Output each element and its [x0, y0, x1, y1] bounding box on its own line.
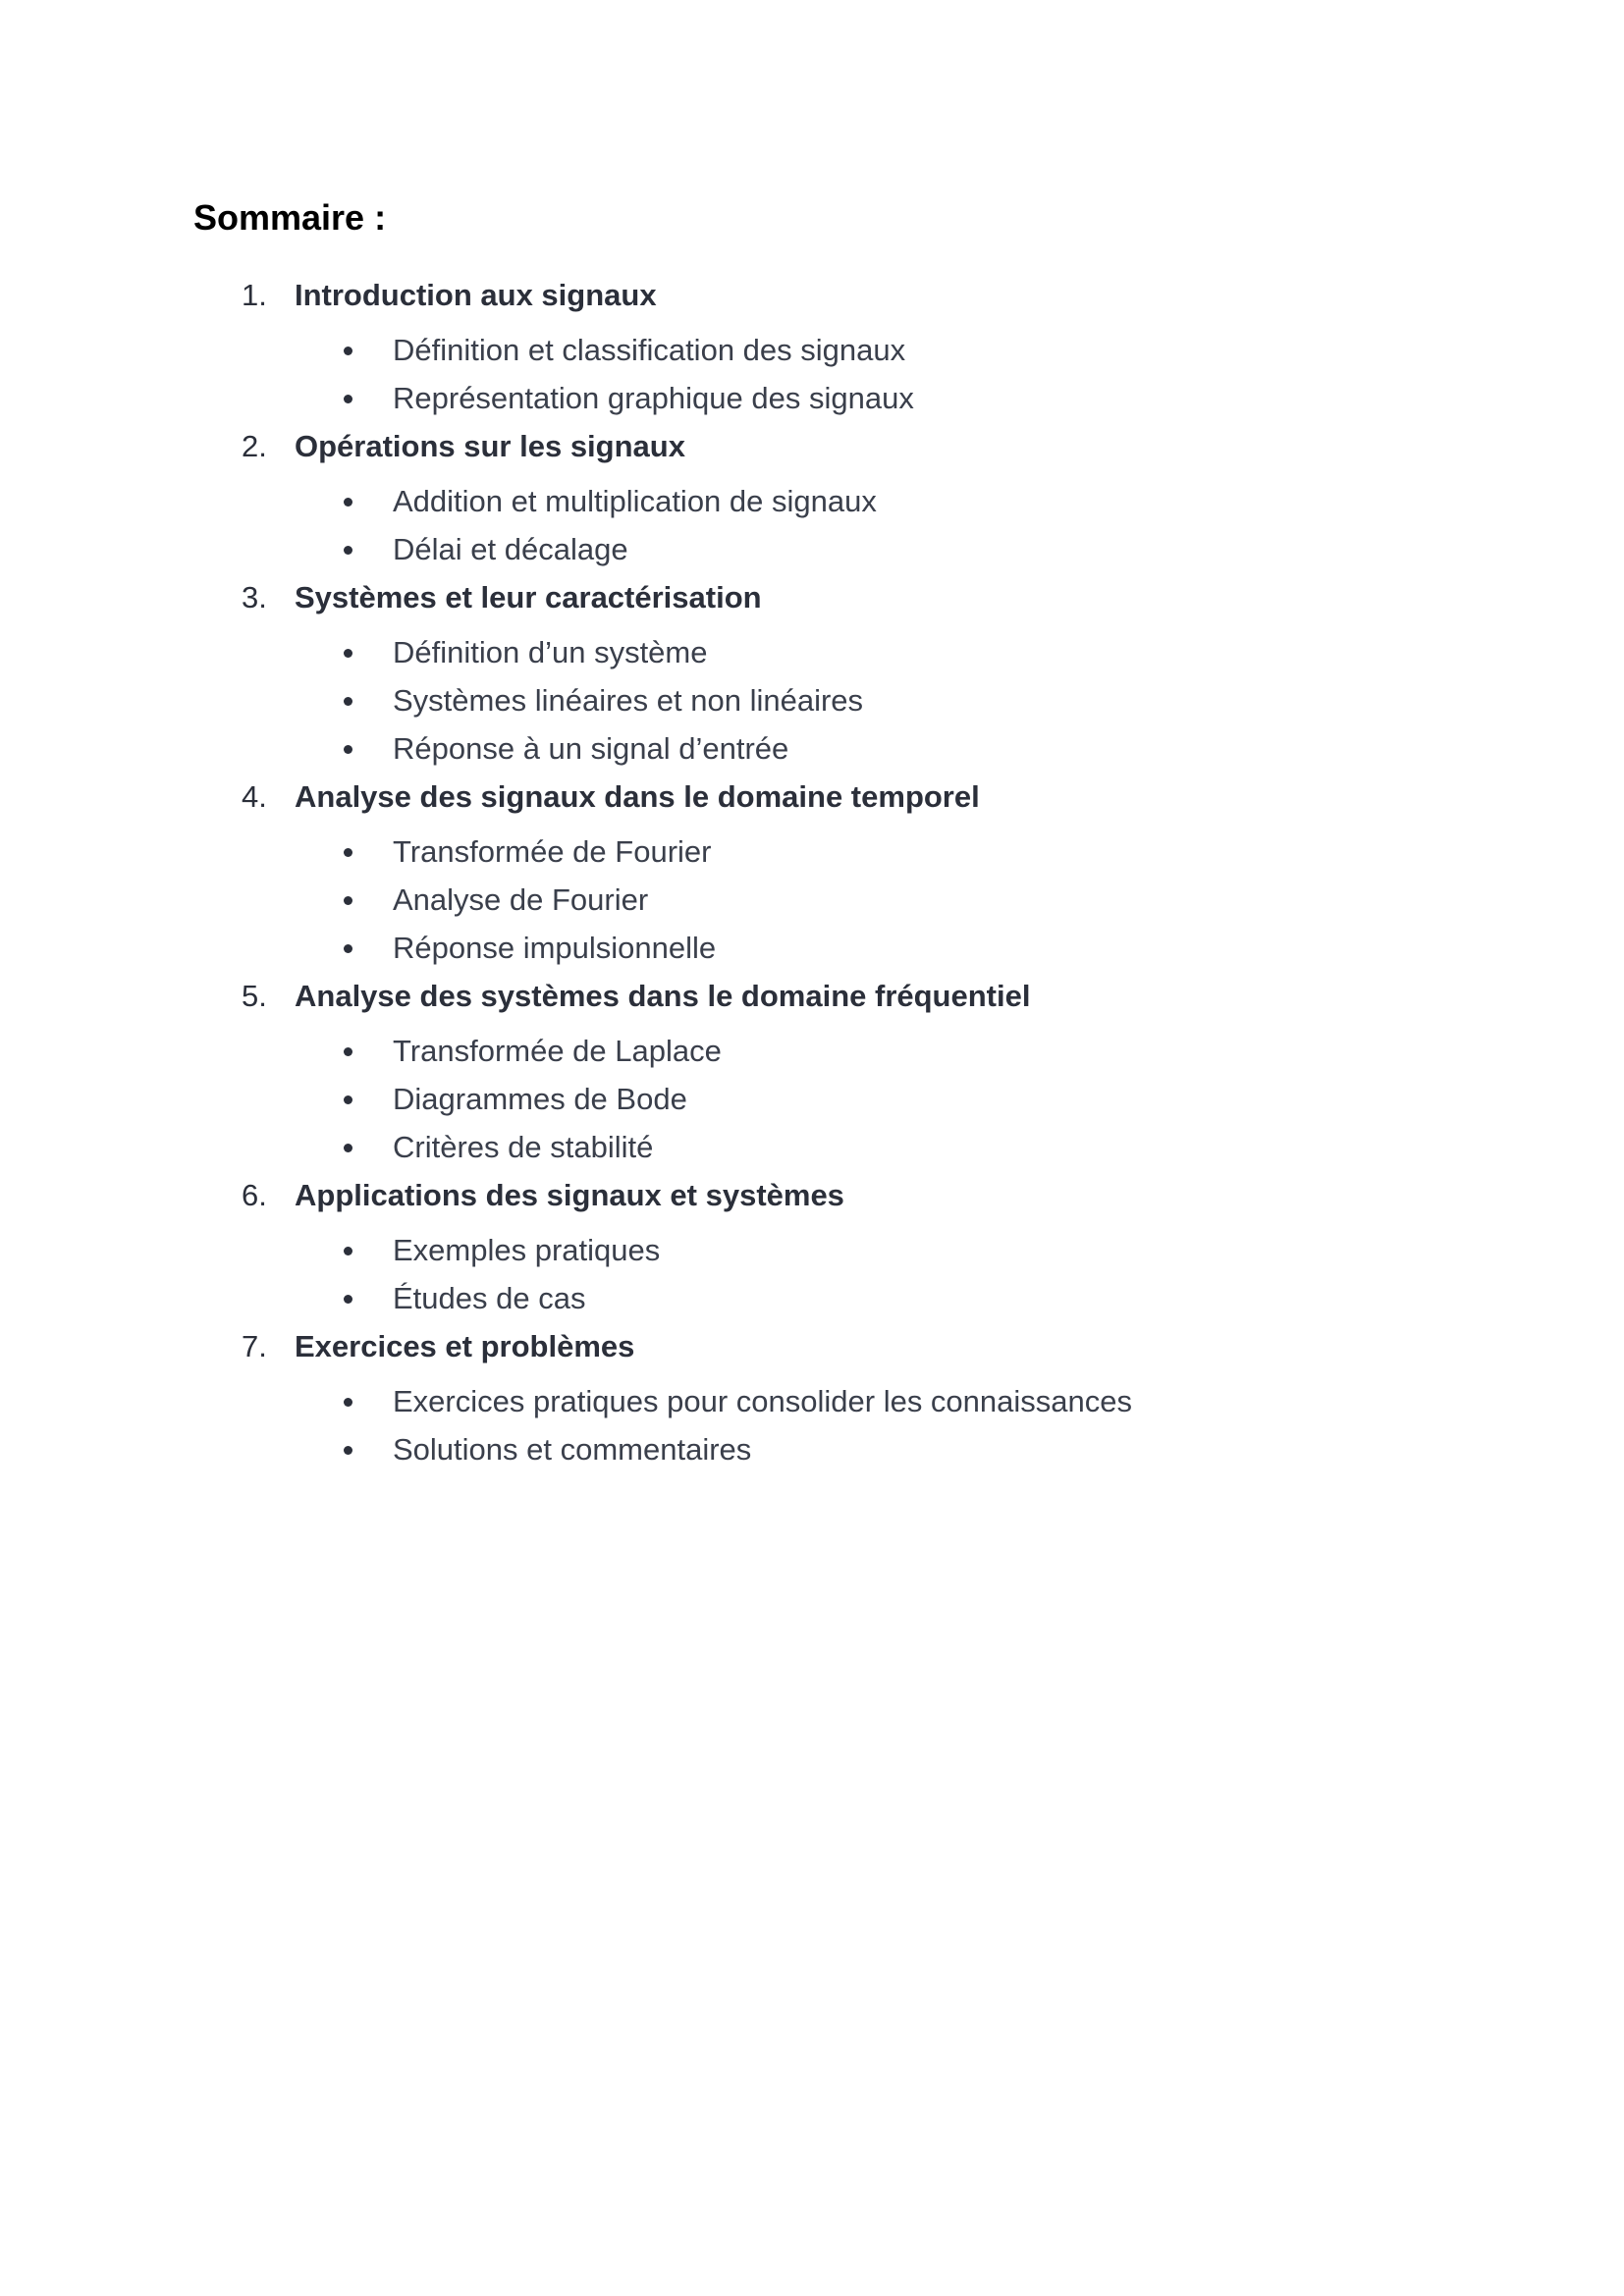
toc-section-title: Applications des signaux et systèmes	[295, 1178, 844, 1212]
toc-subsection-list	[0, 1021, 1624, 1171]
toc-subsection-item	[0, 676, 1624, 724]
toc-section-title: Introduction aux signaux	[295, 278, 657, 312]
toc-subsection-label: Réponse impulsionnelle	[393, 931, 717, 965]
toc-section-heading	[0, 1322, 1624, 1371]
toc-section-heading	[0, 271, 1624, 320]
bullet-icon	[344, 896, 352, 905]
toc-section-title: Analyse des signaux dans le domaine temporel	[295, 779, 980, 814]
toc-subsection-label: Réponse à un signal d’entrée	[393, 731, 789, 766]
toc-subsection-item	[0, 477, 1624, 525]
toc-title: Sommaire :	[193, 197, 387, 238]
toc-section-heading	[0, 1171, 1624, 1220]
toc-subsection-list	[0, 1371, 1624, 1473]
toc-subsection-list	[0, 822, 1624, 972]
toc-subsection-label: Définition et classification des signaux	[393, 333, 906, 367]
toc-section-heading	[0, 422, 1624, 471]
bullet-icon	[344, 1095, 352, 1104]
toc-subsection-label: Systèmes linéaires et non linéaires	[393, 683, 864, 718]
toc-section	[0, 773, 1624, 972]
toc-subsection-item	[0, 1274, 1624, 1322]
bullet-icon	[344, 347, 352, 355]
toc-subsection-item	[0, 628, 1624, 676]
toc-subsection-label: Exercices pratiques pour consolider les connaissances	[393, 1384, 1133, 1418]
toc-subsection-label: Définition d’un système	[393, 635, 708, 669]
toc-section	[0, 271, 1624, 422]
toc-section	[0, 972, 1624, 1171]
toc-subsection-label: Transformée de Fourier	[393, 834, 712, 869]
toc-section-number: 1.	[242, 278, 267, 312]
toc-subsection-label: Transformée de Laplace	[393, 1034, 722, 1068]
toc-section	[0, 1322, 1624, 1473]
toc-subsection-item	[0, 1027, 1624, 1075]
toc-section-title: Exercices et problèmes	[295, 1329, 635, 1363]
bullet-icon	[344, 848, 352, 857]
toc-subsection-item	[0, 1377, 1624, 1425]
table-of-contents	[0, 271, 1624, 1473]
toc-subsection-item	[0, 724, 1624, 773]
toc-subsection-label: Études de cas	[393, 1281, 586, 1315]
toc-subsection-label: Analyse de Fourier	[393, 882, 649, 917]
toc-subsection-item	[0, 1075, 1624, 1123]
bullet-icon	[344, 745, 352, 754]
toc-section	[0, 1171, 1624, 1322]
toc-subsection-item	[0, 876, 1624, 924]
bullet-icon	[344, 546, 352, 555]
toc-subsection-label: Solutions et commentaires	[393, 1432, 752, 1467]
toc-section-number: 6.	[242, 1178, 267, 1212]
toc-subsection-label: Diagrammes de Bode	[393, 1082, 687, 1116]
bullet-icon	[344, 1047, 352, 1056]
toc-subsection-label: Représentation graphique des signaux	[393, 381, 914, 415]
toc-section-number: 7.	[242, 1329, 267, 1363]
bullet-icon	[344, 649, 352, 658]
bullet-icon	[344, 697, 352, 706]
toc-section-heading	[0, 573, 1624, 622]
toc-subsection-label: Addition et multiplication de signaux	[393, 484, 877, 518]
toc-subsection-list	[0, 1220, 1624, 1322]
toc-subsection-item	[0, 924, 1624, 972]
toc-subsection-item	[0, 326, 1624, 374]
bullet-icon	[344, 395, 352, 403]
toc-subsection-label: Délai et décalage	[393, 532, 628, 566]
toc-section-number: 4.	[242, 779, 267, 814]
bullet-icon	[344, 944, 352, 953]
bullet-icon	[344, 1295, 352, 1304]
toc-subsection-list	[0, 622, 1624, 773]
toc-section	[0, 573, 1624, 773]
toc-section	[0, 422, 1624, 573]
bullet-icon	[344, 498, 352, 507]
toc-subsection-item	[0, 374, 1624, 422]
toc-subsection-label: Exemples pratiques	[393, 1233, 661, 1267]
toc-section-number: 2.	[242, 429, 267, 463]
toc-section-title: Analyse des systèmes dans le domaine fréquentiel	[295, 979, 1031, 1013]
toc-subsection-item	[0, 1123, 1624, 1171]
toc-subsection-list	[0, 320, 1624, 422]
toc-subsection-item	[0, 1425, 1624, 1473]
toc-section-heading	[0, 773, 1624, 822]
toc-subsection-label: Critères de stabilité	[393, 1130, 654, 1164]
toc-section-number: 3.	[242, 580, 267, 614]
toc-section-title: Opérations sur les signaux	[295, 429, 685, 463]
toc-subsection-item	[0, 525, 1624, 573]
toc-section-heading	[0, 972, 1624, 1021]
bullet-icon	[344, 1446, 352, 1455]
toc-section-title: Systèmes et leur caractérisation	[295, 580, 762, 614]
bullet-icon	[344, 1247, 352, 1255]
toc-section-number: 5.	[242, 979, 267, 1013]
toc-subsection-list	[0, 471, 1624, 573]
toc-subsection-item	[0, 1226, 1624, 1274]
toc-subsection-item	[0, 828, 1624, 876]
bullet-icon	[344, 1398, 352, 1407]
bullet-icon	[344, 1144, 352, 1152]
